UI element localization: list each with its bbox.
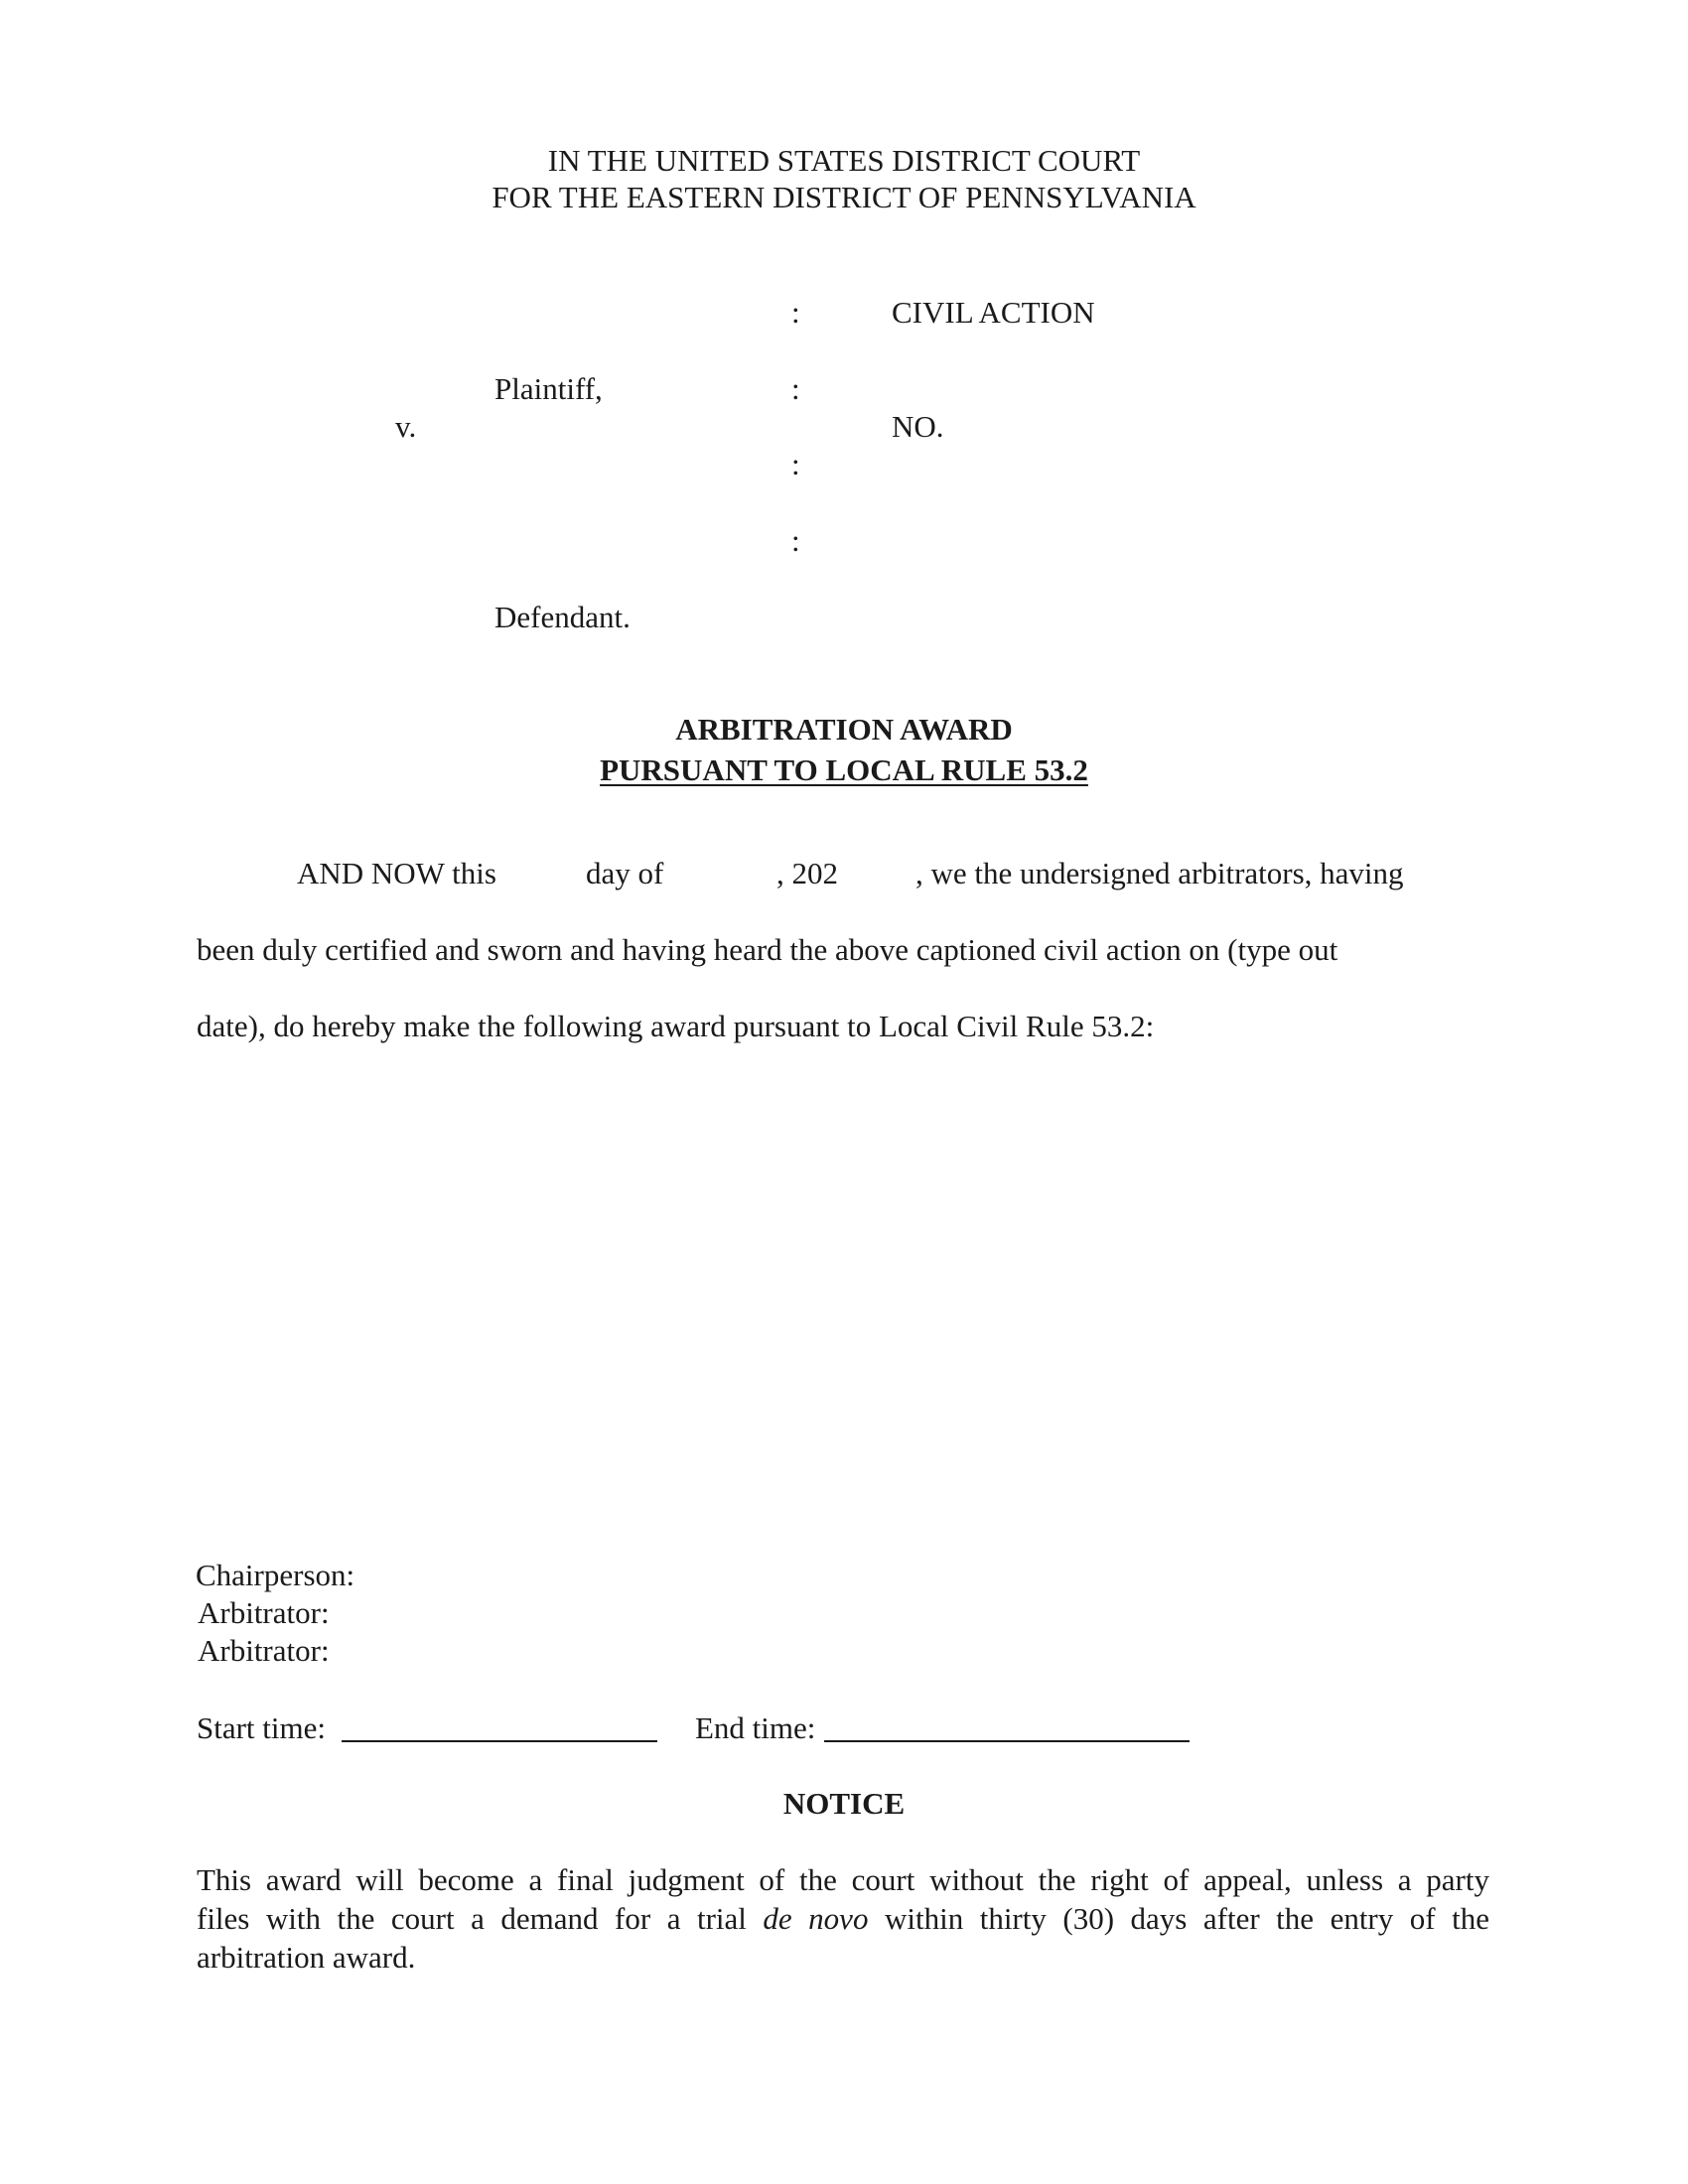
start-time-blank[interactable] (342, 1740, 657, 1742)
award-title: ARBITRATION AWARD (675, 712, 1013, 747)
notice-line-2a: files with the court a demand for a trial (197, 1901, 764, 1936)
court-name-line1: IN THE UNITED STATES DISTRICT COURT (547, 143, 1141, 178)
day-of-text: day of (586, 856, 664, 890)
civil-action-label: CIVIL ACTION (892, 295, 1095, 330)
case-number-label: NO. (892, 409, 944, 444)
arbitrator-label-1: Arbitrator: (198, 1595, 330, 1630)
notice-title: NOTICE (782, 1786, 906, 1821)
notice-line-1: This award will become a final judgment of the court without the right of appeal, unless a party (197, 1862, 1489, 1897)
arbitrators-text: , we the undersigned arbitrators, having (915, 856, 1404, 890)
plaintiff-label: Plaintiff, (494, 371, 603, 406)
caption-colon-2: : (791, 371, 800, 406)
versus-label: v. (395, 409, 417, 444)
end-time-label: End time: (695, 1710, 816, 1745)
notice-line-2b: within thirty (30) days after the entry of the (868, 1901, 1489, 1936)
caption-colon-4: : (791, 523, 800, 558)
arbitrator-label-2: Arbitrator: (198, 1633, 330, 1668)
chairperson-label: Chairperson: (196, 1558, 355, 1592)
notice-line-2 (197, 1899, 1489, 1938)
caption-colon-3: : (791, 447, 800, 481)
start-time-label: Start time: (197, 1710, 327, 1745)
end-time-blank[interactable] (824, 1740, 1190, 1742)
court-name-line2: FOR THE EASTERN DISTRICT OF PENNSYLVANIA (492, 180, 1196, 214)
defendant-label: Defendant. (494, 600, 631, 634)
award-subtitle: PURSUANT TO LOCAL RULE 53.2 (600, 752, 1088, 787)
caption-colon-1: : (791, 295, 800, 330)
body-line-3: date), do hereby make the following award pursuant to Local Civil Rule 53.2: (197, 1009, 1155, 1043)
de-novo-text: de novo (763, 1901, 869, 1936)
body-line-2: been duly certified and sworn and having heard the above captioned civil action on (type out (197, 932, 1338, 967)
notice-body (197, 1860, 1489, 1977)
notice-line-3: arbitration award. (197, 1940, 416, 1975)
and-now-text: AND NOW this (297, 856, 496, 890)
year-text: , 202 (776, 856, 838, 890)
award-subtitle-wrap (0, 754, 1688, 785)
